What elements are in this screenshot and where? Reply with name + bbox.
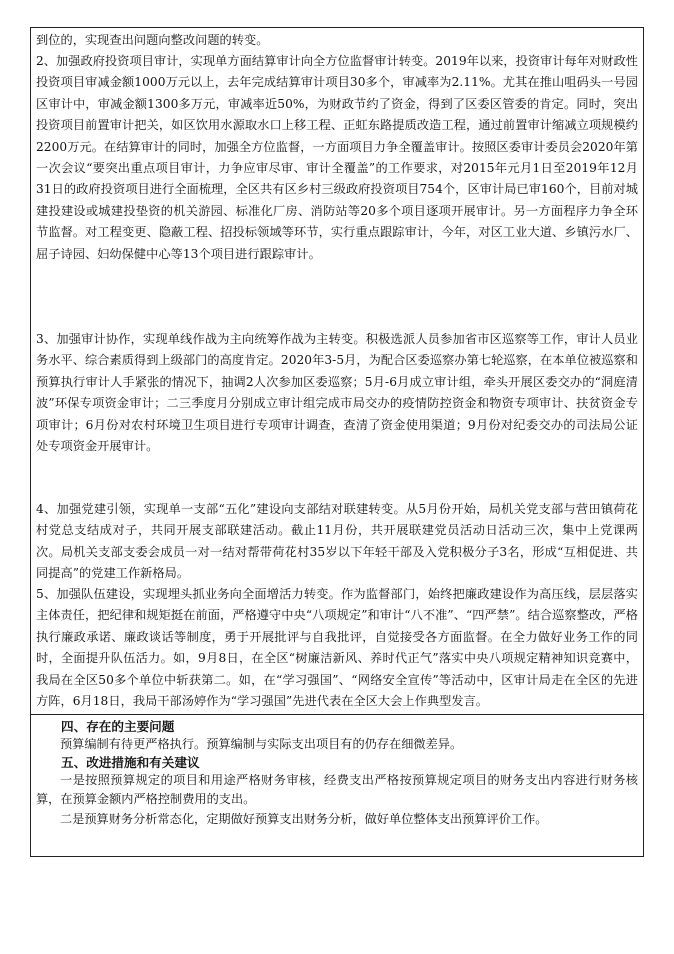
item-5-paragraph: 5、加强队伍建设，实现埋头抓业务向全面增活力转变。作为监督部门，始终把廉政建设作为高压线，层层落实主体责任，把纪律和规矩挺在前面，严格遵守中央“八项规定”和审计“八不准”、“四严禁”。结合巡察整改，严格执行廉政承诺、廉政谈话等制度，勇于开展批评与自我批评，自觉接受各方面监督。在全力做好业务工作的同时，全面提升队伍活力。如，9月8日，在全区“树廉洁新风、养时代正气”落实中央八项规定精神知识竞赛中，我局在全区50多个单位中斩获第二。如，在“学习强国”、“网络安全宣传”等活动中，区审计局走在全区的先进方阵，6月18日，我局干部汤婷作为“学习强国”先进代表在全区大会上作典型发言。 xyxy=(36,587,638,709)
item-2-paragraph: 2、加强政府投资项目审计，实现单方面结算审计向全方位监督审计转变。2019年以来，投资审计每年对财政性投资项目审减金额1000万元以上，去年完成结算审计项目30多个，审减率为2.11%。尤其在推山咀码头一号园区审计中，审减金额1300多万元，审减率近50%，为财政节约了资金，得到了区委区管委的肯定。同时，突出投资项目前置审计把关，如区饮用水源取水口上移工程、正虹东路提质改造工程，通过前置审计缩减立项规模约2200万元。在结算审计的同时，加强全方位监督，一方面项目力争全覆盖审计。按照区委审计委员会2020年第一次会议“要突出重点项目审计，力争应审尽审、审计全覆盖”的工作要求，对2015年元月1日至2019年12月31日的政府投资项目进行全面梳理，全区共有区乡村三级政府投资项目754个，区审计局已审160个，目前对城建投建设或城建投垫资的机关游园、标准化厂房、消防站等20多个项目逐项开展审计。另一方面程序力争全环节监督。对工程变更、隐蔽工程、招投标领域等环节，实行重点跟踪审计，今年，对区工业大道、乡镇污水厂、屈子诗园、妇幼保健中心等13个项目进行跟踪审计。 xyxy=(36,54,638,261)
table-cell-divider xyxy=(31,714,643,715)
section-5-paragraph-1: 一是按照预算规定的项目和用途严格财务审核，经费支出严格按预算规定项目的财务支出内容进行财务核算，在预算金额内严格控制费用的支出。 xyxy=(36,773,638,806)
section-5-heading: 五、改进措施和有关建议 xyxy=(61,755,200,770)
continuation-text: 到位的，实现查出问题向整改问题的转变。 xyxy=(36,33,269,47)
section-4-body: 预算编制有待更严格执行。预算编制与实际支出项目有的仍存在细微差异。 xyxy=(60,737,463,751)
section-5-paragraph-2: 二是预算财务分析常态化，定期做好预算支出财务分析，做好单位整体支出预算评价工作。 xyxy=(60,812,548,826)
item-4-paragraph: 4、加强党建引领，实现单一支部“五化”建设向支部结对联建转变。从5月份开始，局机关党支部与营田镇荷花村党总支结成对子，共同开展支部联建活动。截止11月份，共开展联建党员活动日活动三次，集中上党课两次。局机关支部支委会成员一对一结对帮带荷花村35岁以下年轻干部及入党积极分子3名，形成“互相促进、共同提高”的党建工作新格局。 xyxy=(36,502,638,581)
item-3-paragraph: 3、加强审计协作，实现单线作战为主向统筹作战为主转变。积极选派人员参加省市区巡察等工作，审计人员业务水平、综合素质得到上级部门的高度肯定。2020年3-5月，为配合区委巡察办第七轮巡察，在本单位被巡察和预算执行审计人手紧张的情况下，抽调2人次参加区委巡察；5月-6月成立审计组，牵头开展区委交办的“洞庭清波”环保专项资金审计；二三季度月分别成立审计组完成市局交办的疫情防控资金和物资专项审计、扶贫资金专项审计；6月份对农村环境卫生项目进行专项审计调查，查清了资金使用渠道；9月份对纪委交办的司法局公证处专项资金开展审计。 xyxy=(36,332,638,454)
section-4-heading: 四、存在的主要问题 xyxy=(61,719,175,734)
document-table xyxy=(30,27,644,857)
